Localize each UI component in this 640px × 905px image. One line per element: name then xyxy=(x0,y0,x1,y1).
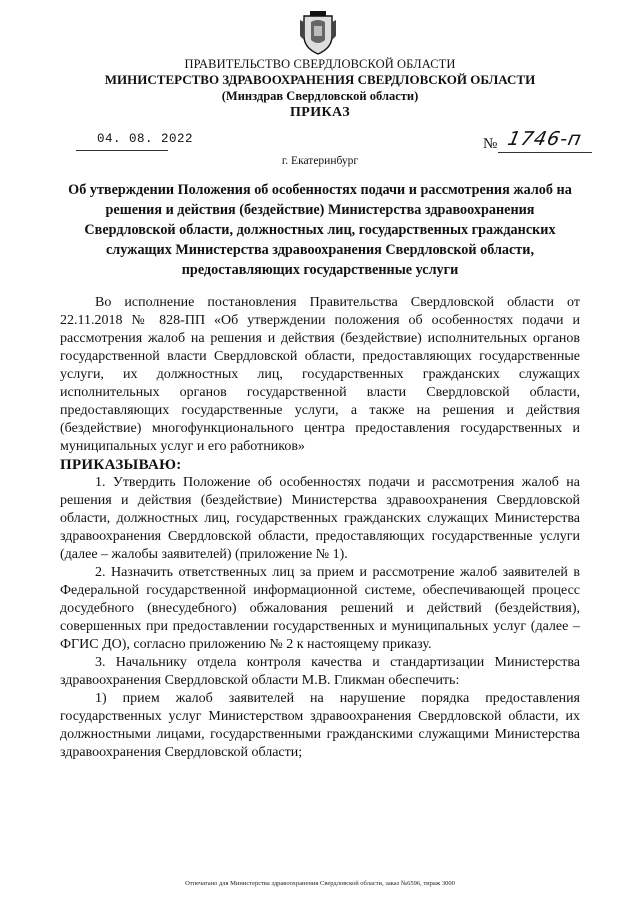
date-underline xyxy=(76,150,168,151)
order-date: 04. 08. 2022 xyxy=(97,132,194,146)
ministry-short-name: (Минздрав Свердловской области) xyxy=(221,89,419,103)
number-sign: № xyxy=(483,136,498,152)
intro-paragraph: Во исполнение постановления Правительства Свердловской области от 22.11.2018 № 828-ПП «Об утверждении положения об особенностях подачи и рассмотрения жалоб на решения и действия (бездействие) исполнительных органов государственной власти Свердловской области, предоставляющих государственные услуги, их должностных лиц, государственных гражданских служащих исполнительных органов государственной власти Свердловской области, предоставляющих государственные услуги, а также на решения и действия (бездействие) многофункционального центра предоставления государственных и муниципальных услуг и его работников» xyxy=(60,295,580,454)
order-title: Об утверждении Положения об особенностях подачи и рассмотрения жалоб на решения и действия (бездействие) Министерства здравоохранения Свердловской области, должностных лиц, государственных гражданских служащих Министерства здравоохранения Свердловской области, предоставляющих государственные услуги xyxy=(68,182,572,278)
item-3-1: 1) прием жалоб заявителей на нарушение порядка предоставления государственных услуг Министерством здравоохранения Свердловской области, их должностными лицами, государственными гражданскими служащими Министерства здравоохранения Свердловской области; xyxy=(60,691,580,760)
number-underline xyxy=(498,152,592,153)
order-body xyxy=(60,294,580,762)
order-keyword: ПРИКАЗЫВАЮ: xyxy=(60,457,182,473)
print-footer: Отпечатано для Министерства здравоохранения Свердловской области, заказ №6596, тираж 3000 xyxy=(185,880,455,887)
city: г. Екатеринбург xyxy=(281,155,359,167)
coat-of-arms-icon xyxy=(298,10,338,56)
government-name: ПРАВИТЕЛЬСТВО СВЕРДЛОВСКОЙ ОБЛАСТИ xyxy=(184,57,456,71)
item-1: 1. Утвердить Положение об особенностях подачи и рассмотрения жалоб на решения и действия (бездействие) Министерства здравоохранения Свердловской области, должностных лиц, государственных гражданских служащих Министерства здравоохранения Свердловской области, предоставляющих государственные услуги (далее – жалобы заявителей) (приложение № 1). xyxy=(60,475,580,562)
ministry-name: МИНИСТЕРСТВО ЗДРАВООХРАНЕНИЯ СВЕРДЛОВСКОЙ ОБЛАСТИ xyxy=(104,72,536,87)
document-type: ПРИКАЗ xyxy=(289,105,351,120)
item-2: 2. Назначить ответственных лиц за прием и рассмотрение жалоб заявителей в Федеральной государственной информационной системе, обеспечивающей процесс досудебного (внесудебного) обжалования решений и действий (бездействия), совершенных при предоставлении государственных и муниципальных услуг (далее – ФГИС ДО), согласно приложению № 2 к настоящему приказу. xyxy=(60,565,580,652)
order-number: 1746-п xyxy=(505,128,584,150)
item-3: 3. Начальнику отдела контроля качества и стандартизации Министерства здравоохранения Свердловской области М.В. Гликман обеспечить: xyxy=(60,655,580,688)
